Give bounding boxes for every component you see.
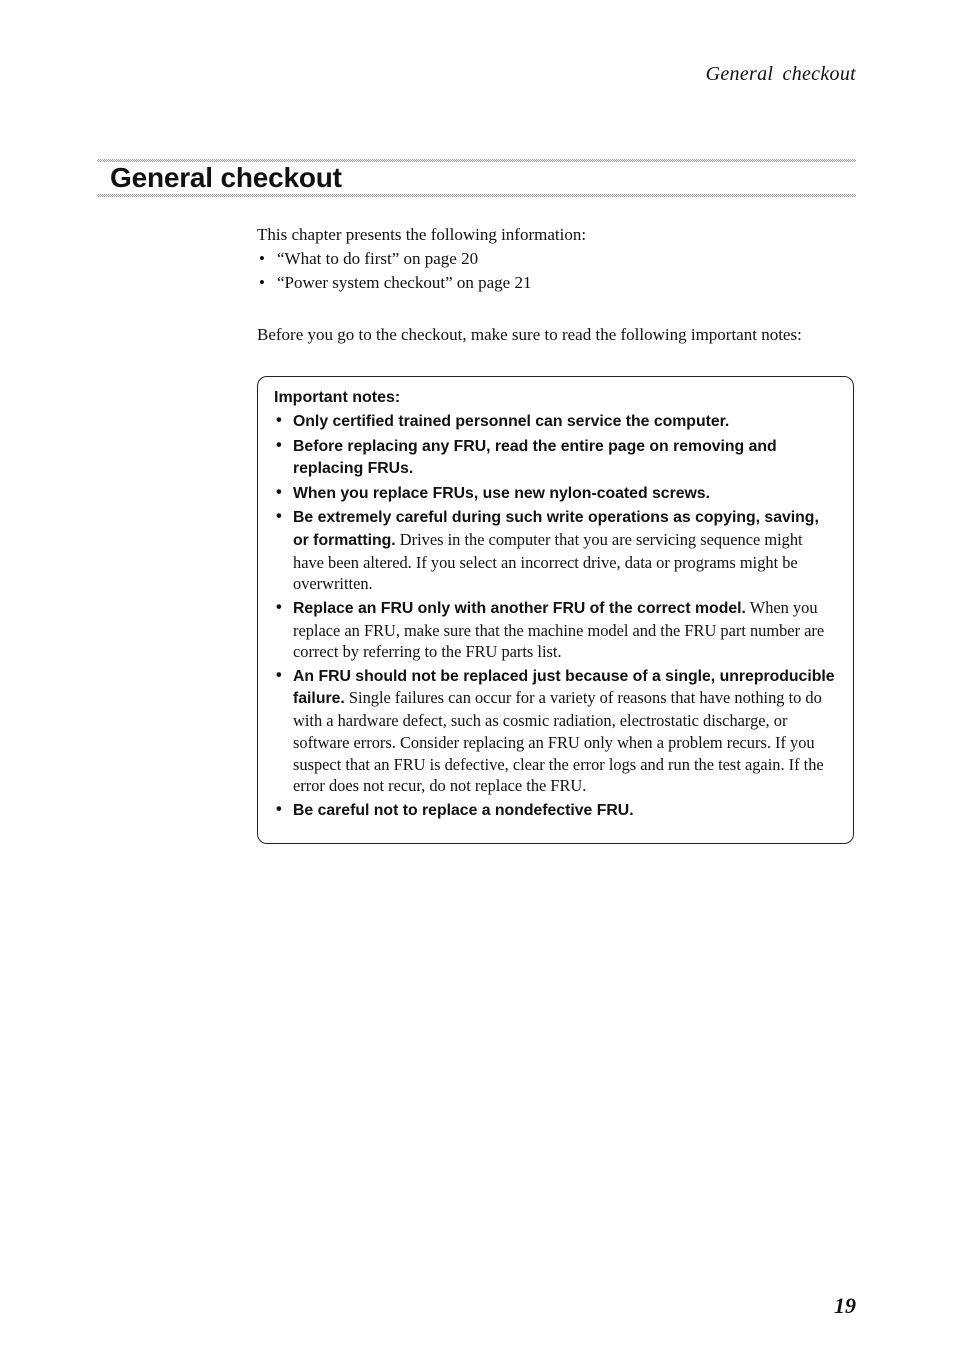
title-rule-bottom (97, 194, 856, 197)
running-header: General checkout (705, 63, 856, 85)
list-item (274, 597, 837, 663)
notes-heading: Important notes: (274, 389, 401, 406)
note-bold-text: When you replace FRUs, use new nylon-coated screws. (293, 484, 710, 502)
list-item (274, 410, 837, 433)
intro-link-power-system-checkout: “Power system checkout” on page 21 (277, 273, 532, 292)
note-body-text: When you replace an FRU, make sure that the machine model and the FRU part number are correct by referring to the FRU parts list. (293, 597, 825, 662)
bullet-icon: • (259, 273, 265, 292)
list-item (274, 482, 837, 505)
intro-section (257, 223, 857, 295)
note-body-text: Drives in the computer that you are servicing sequence might have been altered. If you select an incorrect drive, data or programs might be overwritten. (293, 529, 803, 594)
notes-list (274, 410, 837, 821)
list-item (274, 665, 837, 797)
bullet-icon: • (276, 799, 282, 818)
before-notes-section (257, 323, 857, 347)
list-item (274, 435, 837, 480)
important-notes-box (257, 376, 854, 844)
intro-link-what-to-do-first: “What to do first” on page 20 (277, 249, 479, 268)
note-bold-text: Be extremely careful during such write operations as copying, saving, or formatting. (293, 509, 819, 549)
note-bold-text: Before replacing any FRU, read the entire page on removing and replacing FRUs. (293, 437, 777, 478)
list-item (257, 247, 857, 271)
bullet-icon: • (276, 411, 282, 429)
bullet-icon: • (276, 597, 282, 616)
note-bold-text: Replace an FRU only with another FRU of the correct model. (293, 599, 746, 617)
note-bold-text: Only certified trained personnel can service the computer. (293, 413, 730, 430)
bullet-icon: • (276, 435, 282, 454)
bullet-icon: • (259, 249, 265, 268)
bullet-icon: • (276, 665, 282, 684)
bullet-icon: • (276, 507, 282, 526)
note-body-text: Single failures can occur for a variety of reasons that have nothing to do with a hardware defect, such as cosmic radiation, electrostatic discharge, or software errors. Consider replacing an FRU only when a problem recurs. If you suspect that an FRU is defective, clear the error logs and run the test again. If the error does not recur, do not replace the FRU. (293, 688, 824, 796)
chapter-title: General checkout (110, 162, 342, 193)
page-number: 19 (834, 1293, 856, 1318)
bullet-icon: • (276, 482, 282, 501)
before-notes-text: Before you go to the checkout, make sure to read the following important notes: (257, 325, 802, 344)
list-item (274, 506, 837, 595)
note-bold-text: An FRU should not be replaced just because of a single, unreproducible failure. (293, 667, 835, 708)
list-item (257, 271, 857, 295)
list-item (274, 799, 837, 822)
intro-lead: This chapter presents the following information: (257, 225, 587, 244)
intro-list (257, 247, 857, 295)
note-bold-text: Be careful not to replace a nondefective FRU. (293, 801, 634, 819)
